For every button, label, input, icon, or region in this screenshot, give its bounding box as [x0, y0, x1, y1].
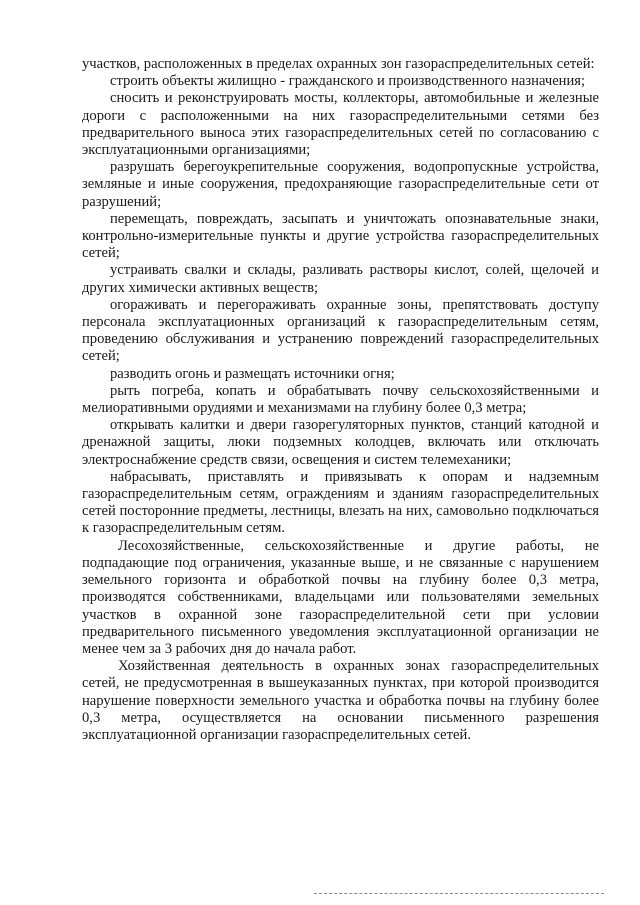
paragraph-list-item: устраивать свалки и склады, разливать растворы кислот, солей, щелочей и других химически активных веществ;	[82, 262, 599, 296]
paragraph-list-item: разрушать берегоукрепительные сооружения, водопропускные устройства, земляные и иные сооружения, предохраняющие газораспределительные сети от разрушений;	[82, 159, 599, 210]
document-body	[82, 56, 599, 744]
paragraph-list-item: открывать калитки и двери газорегуляторных пунктов, станций катодной и дренажной защиты, люки подземных колодцев, включать или отключать электроснабжение средств связи, освещения и систем телемеханики;	[82, 417, 599, 468]
paragraph-list-item: перемещать, повреждать, засыпать и уничтожать опознавательные знаки, контрольно-измерительные пункты и другие устройства газораспределительных сетей;	[82, 210, 599, 262]
paragraph-list-item: сносить и реконструировать мосты, коллекторы, автомобильные и железные дороги с расположенными на них газораспределительными сетями без предварительного выноса этих газораспределительных сетей по согласованию с эксплуатационными организациями;	[82, 90, 599, 159]
paragraph-list-item: набрасывать, приставлять и привязывать к опорам и надземным газораспределительным сетям, ограждениям и зданиям газораспределительных сетей посторонние предметы, лестницы, влезать на них, самовольно подключаться к газораспределительным сетям.	[82, 468, 599, 537]
paragraph-list-item: огораживать и перегораживать охранные зоны, препятствовать доступу персонала эксплуатационных организаций к газораспределительным сетям, проведению обслуживания и устранению повреждений газораспределительных сетей;	[82, 296, 599, 365]
paragraph-list-item: разводить огонь и размещать источники огня;	[110, 365, 395, 382]
paragraph-list-item: рыть погреба, копать и обрабатывать почву сельскохозяйственными и мелиоративными орудиями и механизмами на глубину более 0,3 метра;	[82, 382, 599, 417]
paragraph-list-item: строить объекты жилищно - гражданского и производственного назначения;	[110, 73, 586, 90]
paragraph-forestry-works: Лесохозяйственные, сельскохозяйственные и другие работы, не подпадающие под ограничения, указанные выше, и не связанные с нарушением земельного горизонта и обработкой почвы на глубину более 0,3 метра, производятся собственниками, владельцами или пользователями земельных участков в охранной зоне газораспределительной сети при условии предварительного письменного уведомления эксплуатационной организации не менее чем за 3 рабочих дня до начала работ.	[82, 537, 599, 657]
paragraph-economic-activity: Хозяйственная деятельность в охранных зонах газораспределительных сетей, не предусмотренная в вышеуказанных пунктах, при которой производится нарушение поверхности земельного участка и обработка почвы на глубину более 0,3 метра, осуществляется на основании письменного разрешения эксплуатационной организации газораспределительных сетей.	[82, 658, 599, 743]
paragraph-continuation: участков, расположенных в пределах охранных зон газораспределительных сетей:	[82, 56, 595, 72]
footer-divider	[314, 893, 604, 894]
